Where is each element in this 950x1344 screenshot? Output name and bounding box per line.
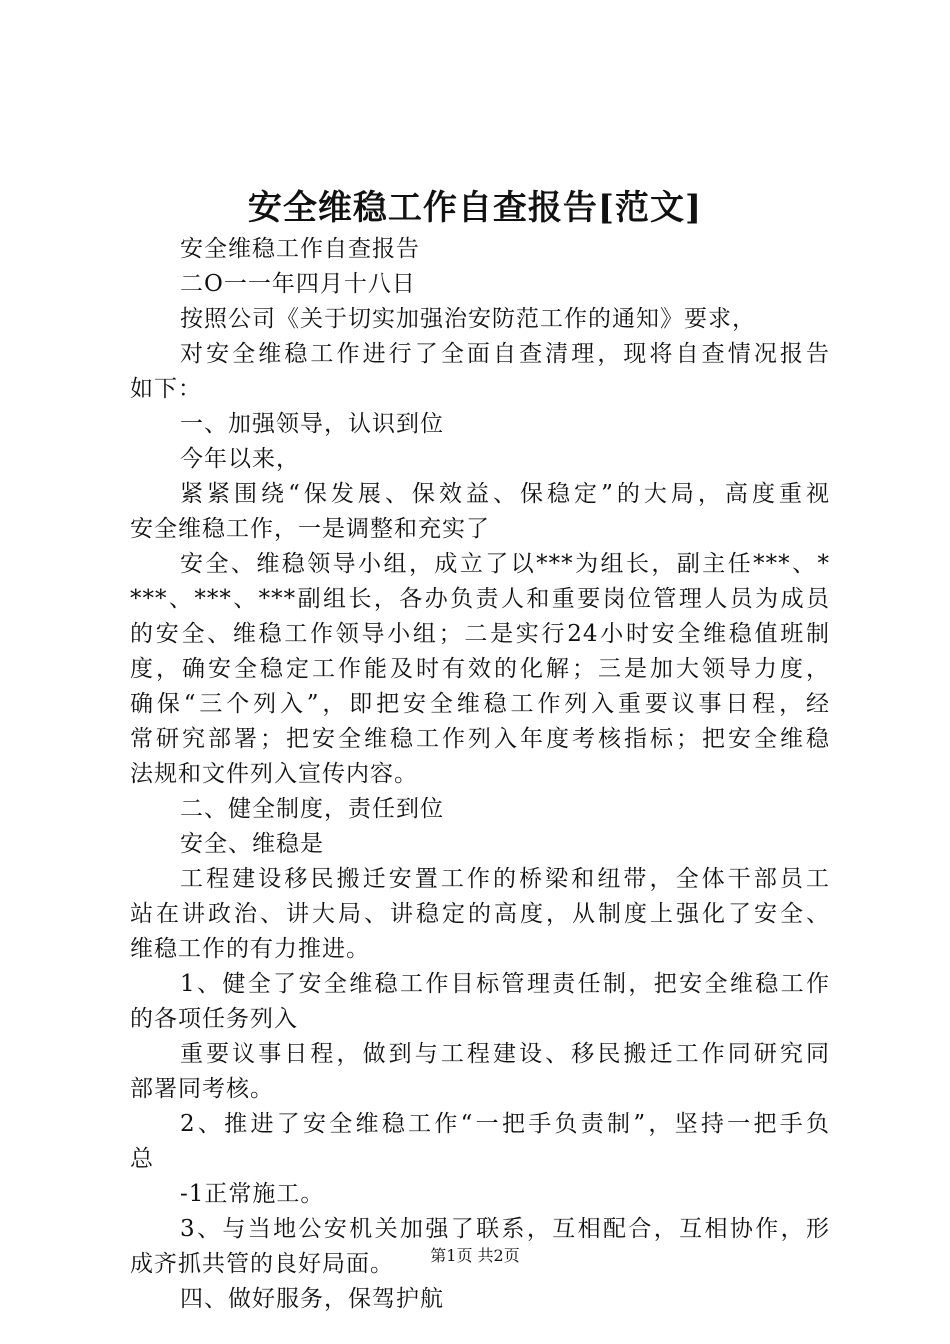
body-line: 紧紧围绕“保发展、保效益、保稳定”的大局，高度重视 bbox=[180, 481, 830, 507]
body-line: 二O一一年四月十八日 bbox=[180, 271, 416, 297]
body-line: 二、健全制度，责任到位 bbox=[180, 796, 444, 822]
body-line: -1正常施工。 bbox=[180, 1181, 325, 1207]
body-line: 对安全维稳工作进行了全面自查清理，现将自查情况报告 bbox=[180, 341, 830, 367]
body-line: 的各项任务列入 bbox=[130, 1006, 298, 1032]
body-line: 2、推进了安全维稳工作“一把手负责制”，坚持一把手负 bbox=[180, 1111, 830, 1137]
body-line: 成齐抓共管的良好局面。 bbox=[130, 1251, 394, 1277]
body-line: 常研究部署；把安全维稳工作列入年度考核指标；把安全维稳 bbox=[130, 726, 830, 752]
body-line: 总 bbox=[130, 1146, 154, 1172]
body-line: 法规和文件列入宣传内容。 bbox=[130, 761, 418, 787]
body-line: 如下： bbox=[130, 376, 202, 402]
document-title: 安全维稳工作自查报告[范文] bbox=[247, 188, 703, 228]
body-line: 四、做好服务，保驾护航 bbox=[180, 1286, 444, 1312]
body-line: 工程建设移民搬迁安置工作的桥梁和纽带，全体干部员工 bbox=[180, 866, 830, 892]
page-number: 第1页 共2页 bbox=[430, 1246, 520, 1265]
body-line: 今年以来， bbox=[180, 446, 300, 472]
body-line: 按照公司《关于切实加强治安防范工作的通知》要求， bbox=[180, 306, 756, 332]
body-line: 的安全、维稳工作领导小组；二是实行24小时安全维稳值班制 bbox=[130, 621, 830, 647]
body-line: 安全、维稳是 bbox=[180, 831, 324, 857]
body-line: 3、与当地公安机关加强了联系，互相配合，互相协作，形 bbox=[180, 1216, 830, 1242]
body-line: 安全维稳工作自查报告 bbox=[180, 236, 420, 262]
body-line: 确保“三个列入”，即把安全维稳工作列入重要议事日程，经 bbox=[130, 691, 830, 717]
body-line: 度，确安全稳定工作能及时有效的化解；三是加大领导力度， bbox=[130, 656, 830, 682]
body-line: 一、加强领导，认识到位 bbox=[180, 411, 444, 437]
body-line: 安全、维稳领导小组，成立了以***为组长，副主任***、* bbox=[180, 551, 830, 577]
body-line: 重要议事日程，做到与工程建设、移民搬迁工作同研究同 bbox=[180, 1041, 830, 1067]
body-line: 1、健全了安全维稳工作目标管理责任制，把安全维稳工作 bbox=[180, 971, 830, 997]
body-line: 维稳工作的有力推进。 bbox=[130, 936, 370, 962]
body-line: 安全维稳工作，一是调整和充实了 bbox=[130, 516, 490, 542]
body-line: ***、***、***副组长，各办负责人和重要岗位管理人员为成员 bbox=[130, 586, 830, 612]
document-body bbox=[130, 232, 830, 1317]
body-line: 站在讲政治、讲大局、讲稳定的高度，从制度上强化了安全、 bbox=[130, 901, 830, 927]
body-line: 部署同考核。 bbox=[130, 1076, 274, 1102]
